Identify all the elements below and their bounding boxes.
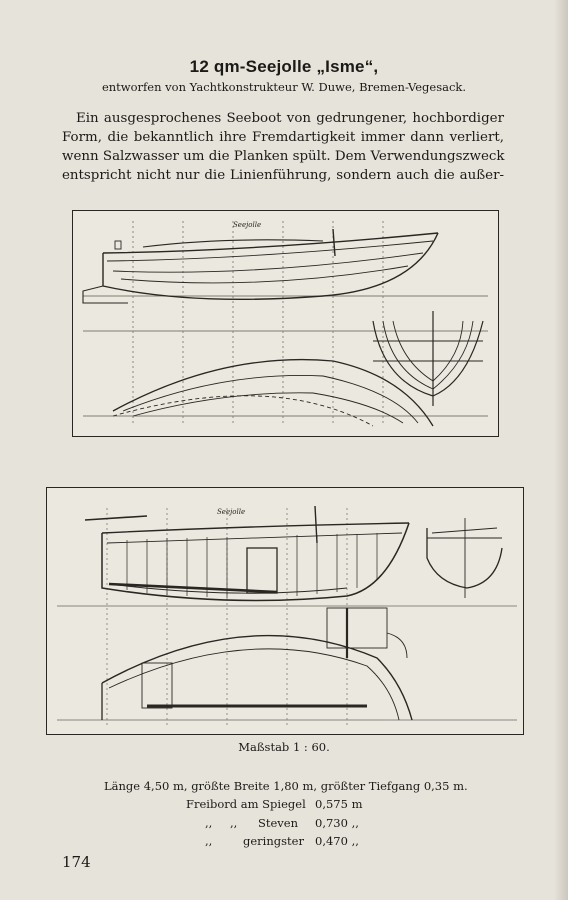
article-title: 12 qm-Seejolle „Isme“, <box>189 57 379 76</box>
spec-freeboard-transom-label: Freibord am Spiegel <box>186 797 306 811</box>
body-line: wenn Salzwasser um die Planken spült. Dem Verwendungszweck <box>62 149 505 164</box>
scale-caption: Maßstab 1 : 60. <box>238 740 330 754</box>
page-number: 174 <box>62 853 91 871</box>
spec-ditto-mark: ,, <box>205 816 213 830</box>
spec-ditto-mark: ,, <box>230 816 238 830</box>
lines-plan-drawing <box>72 210 499 437</box>
body-line: entspricht nicht nur die Linienführung, sondern auch die außer- <box>62 168 504 183</box>
body-line: Form, die bekanntlich ihre Fremdartigkeit immer dann verliert, <box>62 130 504 145</box>
spec-dimensions: Länge 4,50 m, größte Breite 1,80 m, größter Tiefgang 0,35 m. <box>104 779 468 793</box>
page-edge-shadow <box>554 0 568 900</box>
spec-freeboard-stem-label: Steven <box>258 816 299 830</box>
spec-freeboard-transom-value: 0,575 m <box>315 797 363 811</box>
construction-plan-drawing <box>46 487 524 735</box>
article-subtitle: entworfen von Yachtkonstrukteur W. Duwe, Bremen-Vegesack. <box>101 80 467 94</box>
spec-freeboard-min-label: geringster <box>243 834 304 848</box>
spec-ditto-mark: ,, <box>205 834 213 848</box>
drawing-label: Seejolle <box>233 221 262 229</box>
drawing-label: Seejolle <box>217 508 246 516</box>
body-line: Ein ausgesprochenes Seeboot von gedrungener, hochbordiger <box>76 111 504 126</box>
spec-freeboard-stem-value: 0,730 ,, <box>315 816 359 830</box>
body-paragraph <box>62 109 504 185</box>
spec-freeboard-min-value: 0,470 ,, <box>315 834 359 848</box>
